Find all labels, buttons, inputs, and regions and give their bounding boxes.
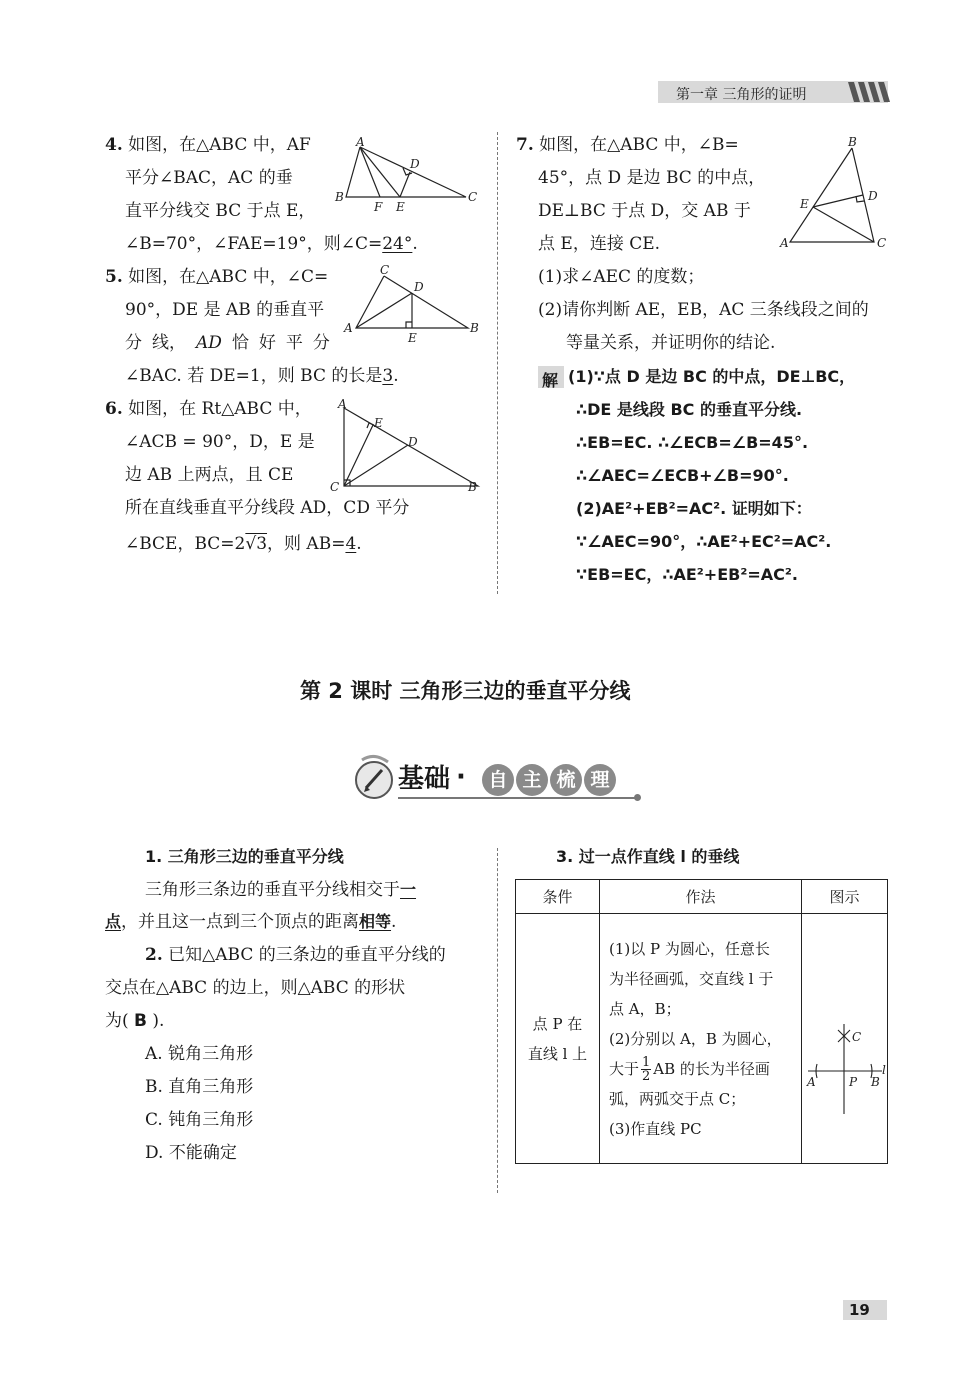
q7-line2: 45°，点 D 是边 BC 的中点， xyxy=(538,168,766,188)
q4-label-f: F xyxy=(374,200,383,214)
q4-label-b: B xyxy=(335,190,344,204)
q5-line2: 90°，DE 是 AB 的垂直平 xyxy=(125,300,325,320)
option-d: D. 不能确定 xyxy=(145,1143,237,1163)
table-header-figure: 图示 xyxy=(802,880,888,914)
option-b: B. 直角三角形 xyxy=(145,1077,254,1097)
table-header-condition: 条件 xyxy=(516,880,600,914)
q7-line5: (1)求∠AEC 的度数； xyxy=(538,267,705,287)
q7-label-a: A xyxy=(780,236,789,250)
q7-line1: 7. 如图，在△ABC 中，∠B= xyxy=(516,135,739,155)
q2-answer: B xyxy=(134,1011,148,1031)
banner-dot: · xyxy=(456,762,466,792)
fig-label-a: A xyxy=(807,1075,816,1089)
fig-label-c: C xyxy=(852,1030,862,1044)
q6-line1: 6. 如图，在 Rt△ABC 中， xyxy=(105,399,312,419)
q7-figure xyxy=(776,130,891,255)
q7-line4: 点 E，连接 CE. xyxy=(538,234,661,254)
fig-label-l: l xyxy=(882,1063,886,1077)
q7-label-e: E xyxy=(800,197,809,211)
q7-line6: (2)请你判断 AE，EB，AC 三条线段之间的 xyxy=(538,300,869,320)
answer-point: 点 xyxy=(105,912,122,931)
q7-line7: 等量关系，并证明你的结论. xyxy=(566,333,776,353)
q6-line2: ∠ACB = 90°，D，E 是 xyxy=(125,432,315,452)
q4-line2: 平分∠BAC，AC 的垂 xyxy=(125,168,293,188)
q7-sol-2: ∴DE 是线段 BC 的垂直平分线. xyxy=(576,400,803,419)
q7-sol-3: ∴EB=EC. ∴∠ECB=∠B=45°. xyxy=(576,433,809,452)
banner-char-bubble: 自 xyxy=(482,764,514,796)
q4-label-a: A xyxy=(356,135,365,149)
banner-char-bubble: 理 xyxy=(584,764,616,796)
q6-label-b: B xyxy=(468,480,477,494)
q6-label-e: E xyxy=(374,416,383,430)
topic-1-line2: 点，并且这一点到三个顶点的距离相等. xyxy=(105,912,397,932)
construction-table xyxy=(515,879,888,1164)
q4-line1: 4. 如图，在△ABC 中，AF xyxy=(105,135,311,155)
q4-line4: ∠B=70°，∠FAE=19°，则∠C=24°. xyxy=(125,234,418,254)
q4-label-d: D xyxy=(410,157,420,171)
q7-sol-1: (1)∵点 D 是边 BC 的中点，DE⊥BC， xyxy=(568,367,856,386)
q4-label-c: C xyxy=(468,190,478,204)
q5-figure xyxy=(340,262,485,347)
table-cell-method: (1)以 P 为圆心，任意长 为半径画弧，交直线 l 于 点 A，B； (2)分别以 A，B 为圆心， 大于 $\frac{1}{2}$ AB 的长为半径画 弧，两弧交于点 C； (3)作直线 PC xyxy=(600,914,802,1164)
column-divider-bottom xyxy=(497,848,498,1193)
q2-line3: 为( B ). xyxy=(105,1011,165,1031)
header-stripes-icon xyxy=(846,80,890,104)
banner-underline-dot xyxy=(634,794,641,801)
solution-badge: 解 xyxy=(538,366,564,388)
answer-one: 一 xyxy=(400,880,417,899)
q5-label-a: A xyxy=(344,321,353,335)
page-number: 19 xyxy=(849,1301,870,1319)
chapter-title: 第一章 三角形的证明 xyxy=(676,87,807,103)
q5-label-b: B xyxy=(470,321,479,335)
lesson-title: 第 2 课时 三角形三边的垂直平分线 xyxy=(300,679,631,703)
fig-label-b: B xyxy=(871,1075,880,1089)
q7-label-b: B xyxy=(848,135,857,149)
fig-label-p: P xyxy=(849,1075,858,1089)
table-cell-figure xyxy=(802,914,888,1164)
q4-label-e: E xyxy=(396,200,405,214)
q7-sol-4: ∴∠AEC=∠ECB+∠B=90°. xyxy=(576,466,789,485)
banner-foundation: 基础 xyxy=(398,764,451,794)
q7-line3: DE⊥BC 于点 D，交 AB 于 xyxy=(538,201,751,221)
q5-line4: ∠BAC. 若 DE=1，则 BC 的长是3. xyxy=(125,366,399,386)
q5-line1: 5. 如图，在△ABC 中，∠C= xyxy=(105,267,329,287)
banner-underline xyxy=(398,797,638,799)
q7-label-d: D xyxy=(868,189,878,203)
q2-line1: 2. 已知△ABC 的三条边的垂直平分线的 xyxy=(145,945,446,965)
answer-equal: 相等 xyxy=(359,912,392,931)
q6-label-d: D xyxy=(408,435,418,449)
q6-label-c: C xyxy=(330,480,340,494)
q6-answer: 4 xyxy=(345,534,357,554)
topic-3-heading: 3. 过一点作直线 l 的垂线 xyxy=(556,847,740,866)
table-cell-condition: 点 P 在 直线 l 上 xyxy=(516,914,600,1164)
q4-answer: 24° xyxy=(382,234,413,254)
perpendicular-construction-figure xyxy=(802,914,890,1164)
banner-char-bubble: 主 xyxy=(516,764,548,796)
q6-line3: 边 AB 上两点，且 CE xyxy=(125,465,294,485)
q4-line3: 直平分线交 BC 于点 E， xyxy=(125,201,316,221)
page-number-badge xyxy=(843,1300,887,1320)
column-divider xyxy=(497,132,498,594)
table-header-method: 作法 xyxy=(600,880,802,914)
topic-1-heading: 1. 三角形三边的垂直平分线 xyxy=(145,847,344,866)
q6-label-a: A xyxy=(338,397,347,411)
q6-figure xyxy=(326,396,486,496)
q5-answer: 3 xyxy=(382,366,394,386)
q2-line2: 交点在△ABC 的边上，则△ABC 的形状 xyxy=(105,978,406,998)
q6-line5: ∠BCE，BC=2√3，则 AB=4. xyxy=(125,534,362,554)
q7-sol-5: (2)AE²+EB²=AC². 证明如下： xyxy=(576,499,812,518)
option-a: A. 锐角三角形 xyxy=(145,1044,254,1064)
option-c: C. 钝角三角形 xyxy=(145,1110,254,1130)
q5-label-e: E xyxy=(408,331,417,345)
q5-label-c: C xyxy=(380,263,390,277)
q7-sol-6: ∵∠AEC=90°，∴AE²+EC²=AC². xyxy=(576,532,832,551)
banner-chars xyxy=(482,764,622,800)
q5-label-d: D xyxy=(414,280,424,294)
q4-figure xyxy=(330,135,480,215)
topic-1-line1: 三角形三条边的垂直平分线相交于一 xyxy=(145,880,417,900)
q7-label-c: C xyxy=(877,236,887,250)
q5-line3: 分 线， AD 恰 好 平 分 xyxy=(125,333,330,353)
banner-char-bubble: 梳 xyxy=(550,764,582,796)
q6-line4: 所在直线垂直平分线段 AD，CD 平分 xyxy=(125,498,410,518)
q7-sol-7: ∵EB=EC，∴AE²+EB²=AC². xyxy=(576,565,798,584)
pencil-icon xyxy=(352,752,398,802)
